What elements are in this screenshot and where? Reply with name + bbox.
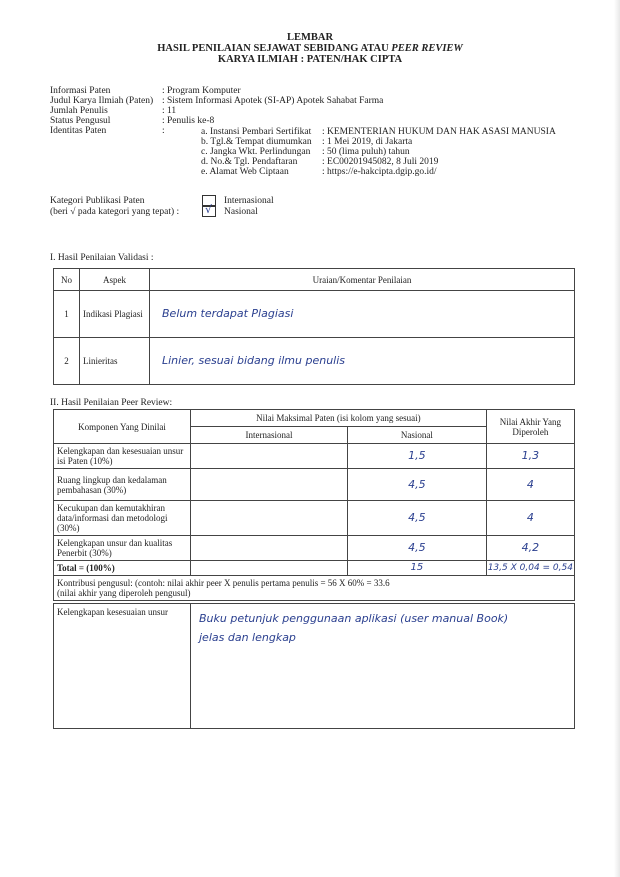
header-line3: KARYA ILMIAH : PATEN/HAK CIPTA (217, 54, 403, 65)
validasi-table (53, 268, 575, 385)
row-internasional (191, 501, 348, 536)
komentar-row (54, 604, 575, 729)
kategori-label2: (beri √ pada kategori yang tepat) : (50, 207, 180, 217)
header-line2-normal: HASIL PENILAIAN SEJAWAT SEBIDANG ATAU (157, 43, 392, 54)
row-komponen: Kecukupan dan kemutakhiran data/informasi dan metodologi (30%) (54, 501, 191, 536)
identity-label: e. Alamat Web Ciptaan (201, 167, 289, 177)
komentar-table (53, 603, 575, 729)
kontribusi-line1: Kontribusi pengusul: (contoh: nilai akhir peer X penulis pertama penulis = 56 X 60% = 33.6 (57, 578, 390, 588)
checkmark-icon: √ (205, 203, 213, 216)
row-no: 1 (54, 291, 80, 338)
identity-value: : EC00201945082, 8 Juli 2019 (322, 157, 439, 167)
table-row (54, 469, 575, 501)
kontribusi-cell (54, 576, 575, 601)
info-value: : (162, 126, 165, 136)
row-nasional: 4,5 (348, 501, 487, 536)
row-akhir: 1,3 (486, 444, 574, 469)
header-line1: LEMBAR (286, 32, 334, 43)
komentar-line2: jelas dan lengkap (199, 631, 296, 644)
identity-value: : 50 (lima puluh) tahun (322, 147, 410, 157)
info-value: : Sistem Informasi Apotek (SI-AP) Apotek Sahabat Farma (162, 96, 384, 106)
info-labels (50, 86, 153, 136)
row-internasional (191, 444, 348, 469)
total-row (54, 561, 575, 576)
option-nasional: Nasional (224, 207, 258, 217)
scan-edge-shadow (614, 0, 620, 877)
kategori-label1: Kategori Publikasi Paten (50, 196, 145, 206)
identity-label: d. No.& Tgl. Pendaftaran (201, 157, 298, 167)
col-aspek: Aspek (80, 269, 150, 291)
row-no: 2 (54, 338, 80, 385)
table-row (54, 444, 575, 469)
identity-label: c. Jangka Wkt. Perlindungan (201, 147, 311, 157)
identity-value: : https://e-hakcipta.dgip.go.id/ (322, 167, 437, 177)
identity-value: : 1 Mei 2019, di Jakarta (322, 137, 413, 147)
total-akhir: 13,5 X 0,04 = 0,54 (486, 561, 574, 576)
info-value: : Program Komputer (162, 86, 241, 96)
table-row (54, 291, 575, 338)
table-row (54, 536, 575, 561)
col-internasional: Internasional (191, 427, 348, 444)
col-no: No (54, 269, 80, 291)
row-comment: Linier, sesuai bidang ilmu penulis (150, 338, 575, 385)
total-nasional: 15 (348, 561, 487, 576)
header-line2-italic: PEER REVIEW (391, 43, 463, 54)
row-komponen: Ruang lingkup dan kedalaman pembahasan (30%) (54, 469, 191, 501)
section1-title: I. Hasil Penilaian Validasi : (50, 253, 154, 263)
info-label: Judul Karya Ilmiah (Paten) (50, 96, 154, 106)
komentar-line1: Buku petunjuk penggunaan aplikasi (user manual Book) (199, 612, 509, 625)
peer-review-table (53, 409, 575, 601)
validasi-header-row (54, 269, 575, 291)
table-row (54, 501, 575, 536)
option-internasional: Internasional (224, 196, 274, 206)
identity-labels (201, 127, 312, 177)
total-internasional (191, 561, 348, 576)
row-nasional: 4,5 (348, 469, 487, 501)
row-akhir: 4 (486, 501, 574, 536)
header-line2 (0, 43, 620, 54)
col-uraian: Uraian/Komentar Penilaian (150, 269, 575, 291)
review-header-row (54, 410, 575, 427)
komentar-label: Kelengkapan kesesuaian unsur (54, 604, 191, 729)
row-nasional: 1,5 (348, 444, 487, 469)
row-internasional (191, 469, 348, 501)
komentar-cell (191, 604, 575, 729)
section2-title: II. Hasil Penilaian Peer Review: (50, 398, 173, 408)
identity-label: b. Tgl.& Tempat diumumkan (201, 137, 312, 147)
col-nilai-maks: Nilai Maksimal Paten (isi kolom yang sesuai) (191, 410, 487, 427)
row-akhir: 4 (486, 469, 574, 501)
row-akhir: 4,2 (486, 536, 574, 561)
identity-label: a. Instansi Pembari Sertifikat (201, 127, 312, 137)
identity-values (322, 127, 556, 177)
col-komponen: Komponen Yang Dinilai (54, 410, 191, 444)
table-row (54, 338, 575, 385)
row-aspek: Indikasi Plagiasi (80, 291, 150, 338)
col-nilai-akhir: Nilai Akhir Yang Diperoleh (486, 410, 574, 444)
info-label: Informasi Paten (50, 86, 111, 96)
total-label: Total = (100%) (54, 561, 191, 576)
kontribusi-line2: (nilai akhir yang diperoleh pengusul) (57, 588, 191, 598)
info-label: Jumlah Penulis (50, 106, 108, 116)
checkbox-nasional[interactable] (202, 203, 216, 217)
row-komponen: Kelengkapan unsur dan kualitas Penerbit (30%) (54, 536, 191, 561)
row-nasional: 4,5 (348, 536, 487, 561)
row-comment: Belum terdapat Plagiasi (150, 291, 575, 338)
info-label: Status Pengusul (50, 116, 111, 126)
info-value: : 11 (162, 106, 177, 116)
info-label: Identitas Paten (50, 126, 107, 136)
col-nasional: Nasional (348, 427, 487, 444)
row-aspek: Linieritas (80, 338, 150, 385)
kontribusi-row (54, 576, 575, 601)
info-value: : Penulis ke-8 (162, 116, 215, 126)
row-komponen: Kelengkapan dan kesesuaian unsur isi Paten (10%) (54, 444, 191, 469)
identity-value: : KEMENTERIAN HUKUM DAN HAK ASASI MANUSIA (322, 127, 556, 137)
row-internasional (191, 536, 348, 561)
